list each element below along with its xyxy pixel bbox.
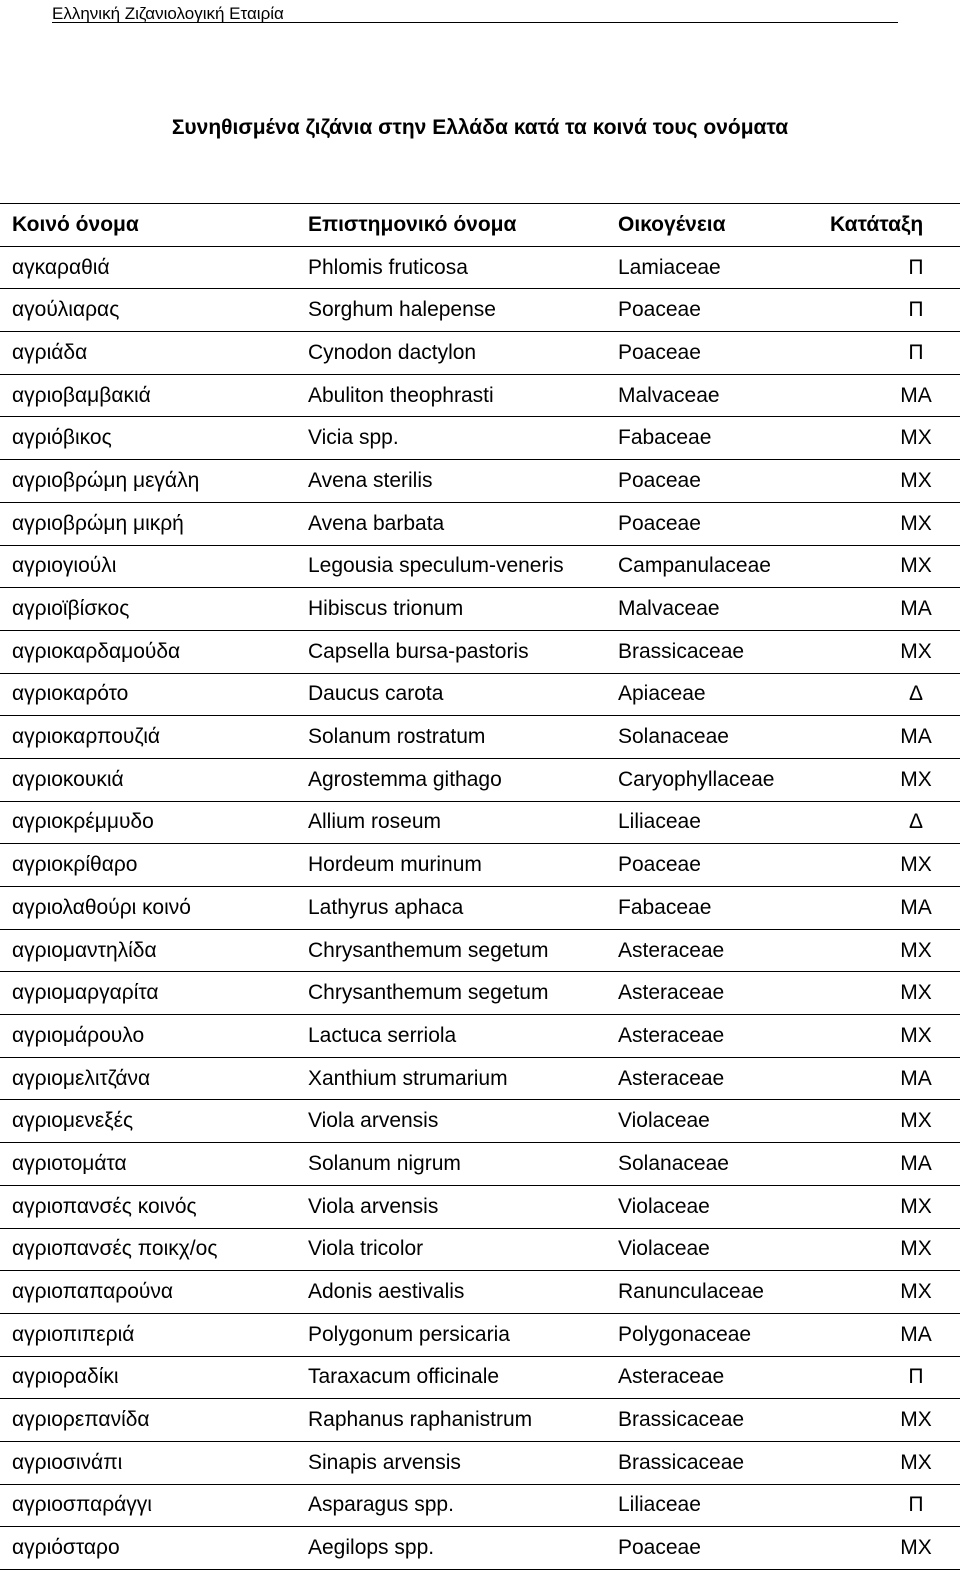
classification-value: ΜΑ	[900, 597, 932, 621]
common-name-cell: αγκαραθιά	[0, 246, 304, 289]
scientific-name-cell: Vicia spp.	[304, 417, 614, 460]
classification-value: ΜΧ	[900, 1450, 932, 1474]
classification-value: ΜΑ	[900, 895, 932, 919]
scientific-name-cell: Daucus carota	[304, 673, 614, 716]
classification-value: ΜΑ	[900, 1322, 932, 1346]
classification-value: ΜΑ	[900, 1066, 932, 1090]
document-title: Συνηθισμένα ζιζάνια στην Ελλάδα κατά τα κοινά τους ονόματα	[171, 116, 789, 139]
scientific-name-cell: Lactuca serriola	[304, 1015, 614, 1058]
table-row	[0, 1313, 960, 1356]
classification-value: ΜΧ	[900, 853, 932, 877]
scientific-name-cell: Viola arvensis	[304, 1100, 614, 1143]
family-cell: Liliaceae	[614, 801, 830, 844]
table-row	[0, 1228, 960, 1271]
scientific-name-cell: Phlomis fruticosa	[304, 246, 614, 289]
scientific-name-cell: Allium roseum	[304, 801, 614, 844]
scientific-name-cell: Viola tricolor	[304, 1228, 614, 1271]
classification-value: Π	[908, 255, 924, 279]
classification-cell	[830, 972, 960, 1015]
common-name-cell: αγριοσπαράγγι	[0, 1484, 304, 1527]
classification-value: Δ	[908, 810, 924, 834]
common-name-cell: αγριομαργαρίτα	[0, 972, 304, 1015]
scientific-name-cell: Cynodon dactylon	[304, 332, 614, 375]
common-name-cell: αγριοπανσές κοινός	[0, 1185, 304, 1228]
classification-cell	[830, 758, 960, 801]
classification-cell	[830, 460, 960, 503]
scientific-name-cell: Sorghum halepense	[304, 289, 614, 332]
common-name-cell: αγριόσταρο	[0, 1527, 304, 1570]
classification-value: ΜΧ	[900, 938, 932, 962]
classification-cell	[830, 246, 960, 289]
classification-value: ΜΧ	[900, 1280, 932, 1304]
table-row	[0, 545, 960, 588]
classification-cell	[830, 1057, 960, 1100]
common-name-cell: αγούλιαρας	[0, 289, 304, 332]
table-header-row	[0, 204, 960, 247]
common-name-cell: αγριοπιπεριά	[0, 1313, 304, 1356]
scientific-name-cell: Agrostemma githago	[304, 758, 614, 801]
family-cell: Poaceae	[614, 332, 830, 375]
scientific-name-cell: Taraxacum officinale	[304, 1356, 614, 1399]
classification-cell	[830, 502, 960, 545]
common-name-cell: αγριοπαπαρούνα	[0, 1271, 304, 1314]
classification-value: Π	[908, 1493, 924, 1517]
scientific-name-cell: Hibiscus trionum	[304, 588, 614, 631]
family-cell: Asteraceae	[614, 929, 830, 972]
table-row	[0, 1100, 960, 1143]
classification-value: Π	[908, 340, 924, 364]
family-cell: Poaceae	[614, 502, 830, 545]
common-name-cell: αγριοραδίκι	[0, 1356, 304, 1399]
family-cell: Campanulaceae	[614, 545, 830, 588]
table-row	[0, 417, 960, 460]
table-row	[0, 246, 960, 289]
common-name-cell: αγριορεπανίδα	[0, 1399, 304, 1442]
classification-cell	[830, 1185, 960, 1228]
classification-cell	[830, 588, 960, 631]
scientific-name-cell: Capsella bursa-pastoris	[304, 630, 614, 673]
family-cell: Asteraceae	[614, 972, 830, 1015]
classification-cell	[830, 1100, 960, 1143]
scientific-name-cell: Viola arvensis	[304, 1185, 614, 1228]
table-row	[0, 887, 960, 930]
classification-cell	[830, 545, 960, 588]
family-cell: Poaceae	[614, 460, 830, 503]
table-row	[0, 502, 960, 545]
scientific-name-cell: Solanum nigrum	[304, 1143, 614, 1186]
classification-cell	[830, 332, 960, 375]
common-name-cell: αγριοκαρπουζιά	[0, 716, 304, 759]
scientific-name-cell: Aegilops spp.	[304, 1527, 614, 1570]
table-row	[0, 1057, 960, 1100]
scientific-name-cell: Raphanus raphanistrum	[304, 1399, 614, 1442]
classification-cell	[830, 1015, 960, 1058]
classification-value: ΜΧ	[900, 1408, 932, 1432]
family-cell: Poaceae	[614, 1527, 830, 1570]
common-name-cell: αγριοβρώμη μεγάλη	[0, 460, 304, 503]
classification-cell	[830, 417, 960, 460]
family-cell: Asteraceae	[614, 1057, 830, 1100]
table-row	[0, 1356, 960, 1399]
family-cell: Solanaceae	[614, 716, 830, 759]
common-name-cell: αγριοπανσές ποικχ/ος	[0, 1228, 304, 1271]
family-cell: Lamiaceae	[614, 246, 830, 289]
common-name-cell: αγριάδα	[0, 332, 304, 375]
classification-value: Π	[908, 1365, 924, 1389]
family-cell: Apiaceae	[614, 673, 830, 716]
header-rule	[52, 22, 898, 23]
common-name-cell: αγριομελιτζάνα	[0, 1057, 304, 1100]
table-row	[0, 1484, 960, 1527]
classification-cell	[830, 1313, 960, 1356]
classification-cell	[830, 1441, 960, 1484]
weeds-table	[0, 203, 960, 1570]
classification-value: ΜΧ	[900, 554, 932, 578]
common-name-cell: αγριογιούλι	[0, 545, 304, 588]
classification-cell	[830, 929, 960, 972]
classification-cell	[830, 1527, 960, 1570]
common-name-cell: αγριόβικος	[0, 417, 304, 460]
common-name-cell: αγριοβαμβακιά	[0, 374, 304, 417]
classification-value: ΜΧ	[900, 1536, 932, 1560]
classification-cell	[830, 1143, 960, 1186]
table-row	[0, 972, 960, 1015]
classification-value: ΜΑ	[900, 383, 932, 407]
classification-cell	[830, 1484, 960, 1527]
classification-cell	[830, 289, 960, 332]
organization-header: Ελληνική Ζιζανιολογική Εταιρία	[52, 4, 284, 23]
scientific-name-cell: Avena sterilis	[304, 460, 614, 503]
classification-cell	[830, 887, 960, 930]
classification-value: ΜΧ	[900, 1194, 932, 1218]
family-cell: Brassicaceae	[614, 1441, 830, 1484]
scientific-name-cell: Avena barbata	[304, 502, 614, 545]
common-name-cell: αγριοϊβίσκος	[0, 588, 304, 631]
scientific-name-cell: Solanum rostratum	[304, 716, 614, 759]
scientific-name-cell: Abuliton theophrasti	[304, 374, 614, 417]
table-row	[0, 289, 960, 332]
table-row	[0, 844, 960, 887]
classification-value: ΜΧ	[900, 1023, 932, 1047]
scientific-name-cell: Lathyrus aphaca	[304, 887, 614, 930]
classification-cell	[830, 1228, 960, 1271]
column-header-scientific-name: Επιστημονικό όνομα	[304, 204, 614, 247]
common-name-cell: αγριομαντηλίδα	[0, 929, 304, 972]
scientific-name-cell: Hordeum murinum	[304, 844, 614, 887]
family-cell: Solanaceae	[614, 1143, 830, 1186]
scientific-name-cell: Chrysanthemum segetum	[304, 972, 614, 1015]
table-row	[0, 758, 960, 801]
table-row	[0, 588, 960, 631]
scientific-name-cell: Sinapis arvensis	[304, 1441, 614, 1484]
table-row	[0, 1527, 960, 1570]
classification-cell	[830, 630, 960, 673]
scientific-name-cell: Adonis aestivalis	[304, 1271, 614, 1314]
scientific-name-cell: Asparagus spp.	[304, 1484, 614, 1527]
classification-value: ΜΑ	[900, 1151, 932, 1175]
family-cell: Polygonaceae	[614, 1313, 830, 1356]
table-row	[0, 929, 960, 972]
classification-cell	[830, 374, 960, 417]
family-cell: Fabaceae	[614, 887, 830, 930]
family-cell: Caryophyllaceae	[614, 758, 830, 801]
table-row	[0, 1399, 960, 1442]
classification-value: ΜΧ	[900, 1109, 932, 1133]
table-row	[0, 1271, 960, 1314]
classification-cell	[830, 1356, 960, 1399]
table-row	[0, 1015, 960, 1058]
classification-value: ΜΧ	[900, 468, 932, 492]
table-row	[0, 673, 960, 716]
family-cell: Brassicaceae	[614, 630, 830, 673]
column-header-classification: Κατάταξη	[830, 204, 960, 247]
classification-value: Δ	[908, 682, 924, 706]
scientific-name-cell: Xanthium strumarium	[304, 1057, 614, 1100]
common-name-cell: αγριολαθούρι κοινό	[0, 887, 304, 930]
table-row	[0, 1143, 960, 1186]
family-cell: Asteraceae	[614, 1015, 830, 1058]
family-cell: Asteraceae	[614, 1356, 830, 1399]
family-cell: Malvaceae	[614, 374, 830, 417]
classification-value: ΜΑ	[900, 725, 932, 749]
table-row	[0, 801, 960, 844]
family-cell: Violaceae	[614, 1100, 830, 1143]
scientific-name-cell: Chrysanthemum segetum	[304, 929, 614, 972]
table-row	[0, 1441, 960, 1484]
table-row	[0, 460, 960, 503]
family-cell: Ranunculaceae	[614, 1271, 830, 1314]
family-cell: Liliaceae	[614, 1484, 830, 1527]
classification-cell	[830, 1399, 960, 1442]
family-cell: Fabaceae	[614, 417, 830, 460]
common-name-cell: αγριομάρουλο	[0, 1015, 304, 1058]
common-name-cell: αγριοκαρότο	[0, 673, 304, 716]
table-row	[0, 716, 960, 759]
column-header-common-name: Κοινό όνομα	[0, 204, 304, 247]
classification-cell	[830, 801, 960, 844]
family-cell: Poaceae	[614, 289, 830, 332]
table-row	[0, 1185, 960, 1228]
table-row	[0, 630, 960, 673]
classification-value: ΜΧ	[900, 639, 932, 663]
family-cell: Poaceae	[614, 844, 830, 887]
common-name-cell: αγριοσινάπι	[0, 1441, 304, 1484]
family-cell: Violaceae	[614, 1185, 830, 1228]
classification-cell	[830, 1271, 960, 1314]
classification-value: ΜΧ	[900, 981, 932, 1005]
classification-value: Π	[908, 298, 924, 322]
scientific-name-cell: Polygonum persicaria	[304, 1313, 614, 1356]
family-cell: Violaceae	[614, 1228, 830, 1271]
common-name-cell: αγριοκρέμμυδο	[0, 801, 304, 844]
table-row	[0, 374, 960, 417]
classification-value: ΜΧ	[900, 767, 932, 791]
common-name-cell: αγριοκρίθαρο	[0, 844, 304, 887]
table-body	[0, 246, 960, 1569]
classification-value: ΜΧ	[900, 426, 932, 450]
classification-value: ΜΧ	[900, 511, 932, 535]
common-name-cell: αγριομενεξές	[0, 1100, 304, 1143]
family-cell: Brassicaceae	[614, 1399, 830, 1442]
common-name-cell: αγριοτομάτα	[0, 1143, 304, 1186]
classification-value: ΜΧ	[900, 1237, 932, 1261]
common-name-cell: αγριοβρώμη μικρή	[0, 502, 304, 545]
classification-cell	[830, 844, 960, 887]
classification-cell	[830, 716, 960, 759]
common-name-cell: αγριοκουκιά	[0, 758, 304, 801]
common-name-cell: αγριοκαρδαμούδα	[0, 630, 304, 673]
scientific-name-cell: Legousia speculum-veneris	[304, 545, 614, 588]
column-header-family: Οικογένεια	[614, 204, 830, 247]
table-row	[0, 332, 960, 375]
family-cell: Malvaceae	[614, 588, 830, 631]
classification-cell	[830, 673, 960, 716]
